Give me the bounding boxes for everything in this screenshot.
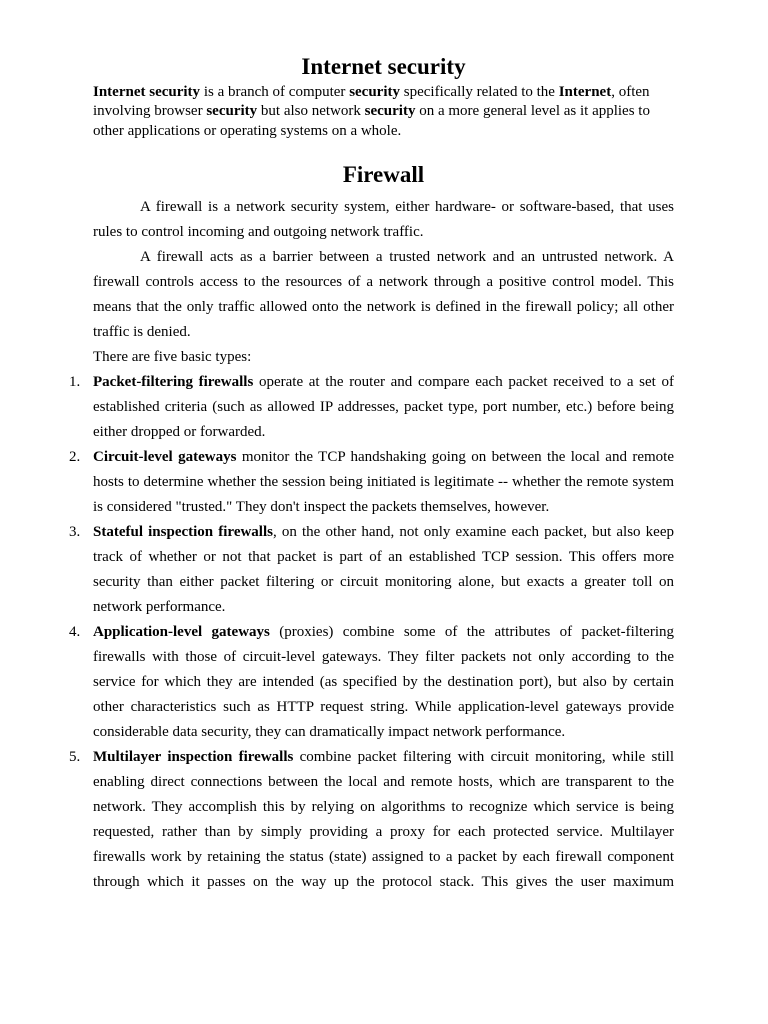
- list-item-term: Circuit-level gateways: [93, 449, 237, 466]
- list-item-multilayer-inspection: [69, 745, 674, 895]
- list-item-term: Multilayer inspection firewalls: [93, 749, 294, 766]
- page-title: Internet security: [301, 54, 466, 79]
- intro-paragraph: [93, 83, 674, 141]
- list-item-text: , on the other hand, not only examine each packet, but also keep track of whether or not that packet is part of an established TCP session. This offers more security than either packet filtering or circuit monitoring alone, but exacts a greater toll on network performance.: [93, 524, 674, 616]
- list-number: 1.: [69, 374, 81, 391]
- intro-term-internet-security: Internet security: [93, 84, 201, 100]
- section-heading-firewall: Firewall: [342, 162, 425, 188]
- intro-term-security-2: security: [206, 103, 258, 120]
- document-content: [69, 52, 674, 895]
- list-item-stateful-inspection: [69, 520, 674, 620]
- list-number: 2.: [69, 449, 81, 466]
- intro-term-security-3: security: [364, 103, 416, 120]
- firewall-paragraph-2: A firewall acts as a barrier between a trusted network and an untrusted network. A firewall controls access to the resources of a network through a positive control model. This means that the only traffic allowed onto the network is defined in the firewall policy; all other traffic is denied.: [93, 249, 674, 341]
- list-item-term: Packet-filtering firewalls: [93, 374, 254, 391]
- list-item-text: combine packet filtering with circuit monitoring, while still enabling direct connections between the local and remote hosts, which are transparent to the network. They accomplish this by relying on algorithms to recognize which service is being requested, rather than by simply providing a proxy for each protected service. Multilayer firewalls work by retaining the status (state) assigned to a packet by each firewall component through which it passes on the way up the protocol stack. This gives the user maximum: [93, 749, 674, 891]
- intro-text-4: but also network: [257, 103, 365, 120]
- list-item-application-level: [69, 620, 674, 745]
- list-number: 5.: [69, 749, 81, 766]
- intro-text-1: is a branch of computer: [200, 84, 350, 100]
- intro-term-internet: Internet: [558, 84, 612, 100]
- intro-text-2: specifically related to the: [400, 84, 559, 100]
- list-item-text: monitor the TCP handshaking going on between the local and remote hosts to determine whether the session being initiated is legitimate -- whether the remote system is considered "trusted." They don't inspect the packets themselves, however.: [93, 449, 674, 516]
- list-item-text: operate at the router and compare each packet received to a set of established criteria (such as allowed IP addresses, packet type, port number, etc.) before being either dropped or forwarded.: [93, 374, 674, 441]
- list-item-packet-filtering: [69, 370, 674, 445]
- list-item-text: (proxies) combine some of the attributes of packet-filtering firewalls with those of circuit-level gateways. They filter packets not only according to the service for which they are intended (as specified by the destination port), but also by certain other characteristics such as HTTP request string. While application-level gateways provide considerable data security, they can dramatically impact network performance.: [93, 624, 674, 741]
- intro-term-security-1: security: [349, 84, 401, 100]
- list-item-term: Stateful inspection firewalls: [93, 524, 273, 541]
- list-number: 4.: [69, 624, 81, 641]
- list-number: 3.: [69, 524, 81, 541]
- intro-text-5: on a more general level as it applies to other applications or operating systems on a whole.: [93, 103, 650, 139]
- list-item-circuit-level: [69, 445, 674, 520]
- intro-text-3: , often involving browser: [93, 84, 650, 120]
- types-intro: There are five basic types:: [93, 349, 252, 366]
- firewall-types-list: [69, 370, 674, 895]
- list-item-term: Application-level gateways: [93, 624, 270, 641]
- firewall-paragraph-1: A firewall is a network security system, either hardware- or software-based, that uses rules to control incoming and outgoing network traffic.: [93, 199, 674, 241]
